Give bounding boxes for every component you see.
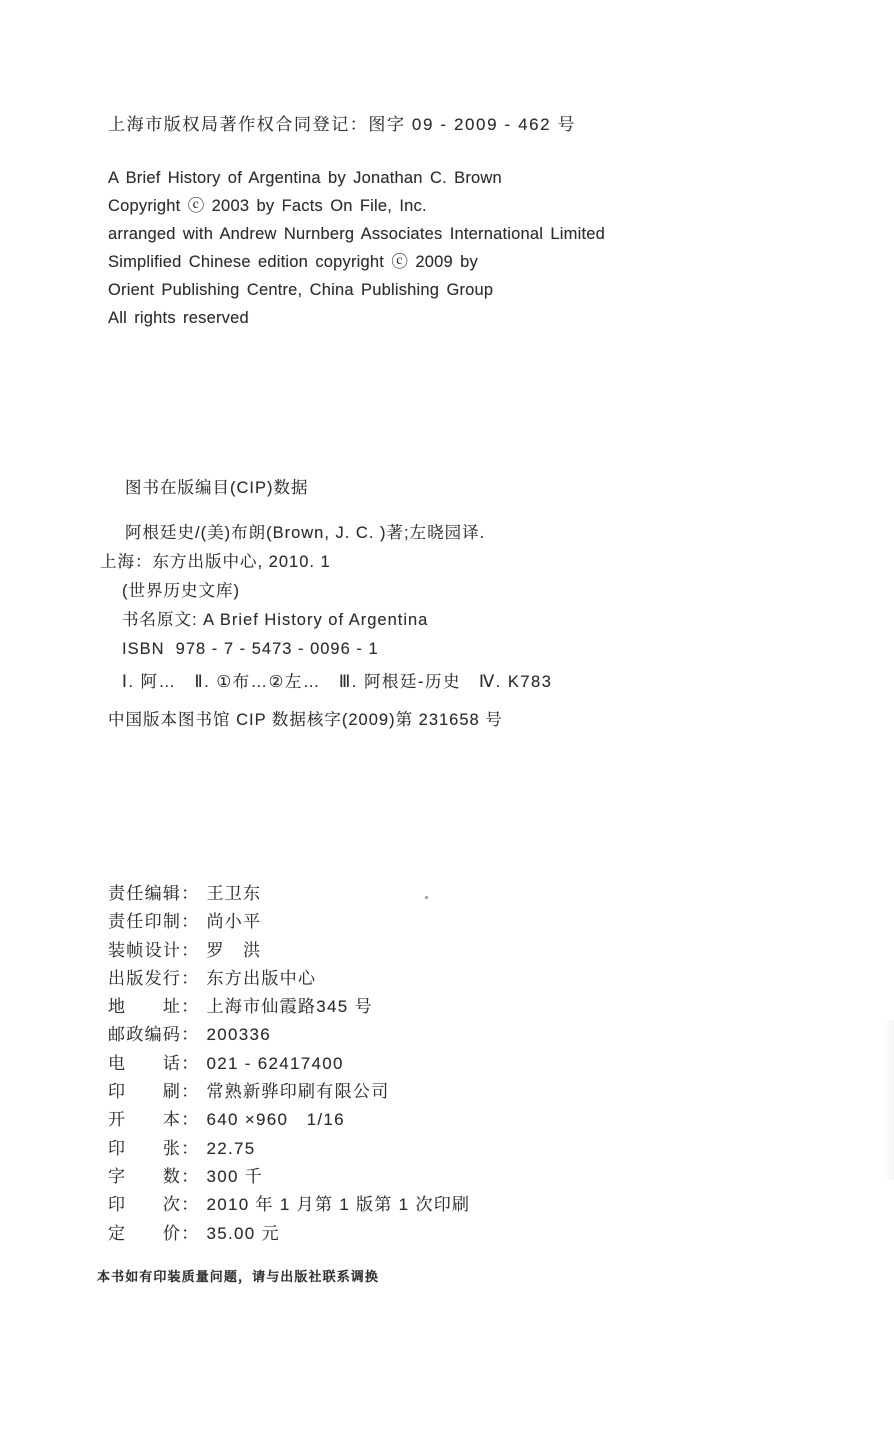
copyright-line: arranged with Andrew Nurnberg Associates International Limited (108, 225, 605, 243)
pub-label: 印 次： (108, 1195, 200, 1215)
cip-header: 图书在版编目(CIP)数据 (125, 479, 309, 497)
pub-row-publisher (108, 965, 470, 993)
pub-row-address (108, 993, 470, 1021)
pub-label: 定 价： (108, 1223, 200, 1243)
english-copyright-block (108, 164, 605, 332)
pub-value: 2010 年 1 月第 1 版第 1 次印刷 (206, 1195, 471, 1215)
pub-label: 邮政编码： (108, 1025, 200, 1045)
copyright-line: All rights reserved (108, 309, 249, 327)
pub-row-phone (108, 1050, 470, 1078)
scan-artifact-speck (425, 896, 428, 899)
pub-label: 印 刷： (108, 1082, 200, 1102)
pub-label: 地 址： (108, 997, 200, 1017)
pub-label: 责任编辑： (108, 884, 200, 903)
cip-data-block (100, 474, 552, 735)
pub-row-wordcount (108, 1163, 470, 1191)
pub-row-format (108, 1106, 470, 1134)
pub-label: 装帧设计： (108, 940, 200, 960)
pub-row-price (108, 1220, 470, 1248)
pub-value: 640 ×960 1/16 (206, 1110, 345, 1130)
pub-value: 021 - 62417400 (206, 1053, 344, 1073)
cip-title-author-line: 阿根廷史/(美)布朗(Brown, J. C. )著;左晓园译. (125, 524, 486, 542)
pub-label: 责任印制： (108, 912, 200, 932)
pub-row-editor (108, 880, 470, 908)
pub-value: 尚小平 (206, 912, 262, 932)
pub-value: 罗 洪 (206, 940, 262, 960)
cip-record-number-line: 中国版本图书馆 CIP 数据核字(2009)第 231658 号 (108, 711, 503, 729)
cip-series-line: (世界历史文库) (122, 582, 240, 600)
pub-label: 字 数： (108, 1166, 200, 1186)
pub-row-printer (108, 1078, 470, 1106)
pub-value: 22.75 (206, 1138, 256, 1158)
pub-row-designer (108, 937, 470, 965)
copyright-registration-line: 上海市版权局著作权合同登记：图字 09 - 2009 - 462 号 (108, 115, 577, 134)
pub-value: 300 千 (206, 1166, 264, 1186)
cip-publisher-line: 上海：东方出版中心, 2010. 1 (100, 553, 331, 571)
scan-edge-shading (882, 1020, 894, 1180)
pub-value: 35.00 元 (206, 1223, 280, 1243)
cip-isbn-line: ISBN 978 - 7 - 5473 - 0096 - 1 (122, 640, 379, 658)
pub-value: 200336 (206, 1025, 272, 1045)
pub-row-postcode (108, 1021, 470, 1049)
pub-value: 常熟新骅印刷有限公司 (206, 1082, 390, 1102)
pub-row-sheets (108, 1135, 470, 1163)
pub-label: 开 本： (108, 1110, 200, 1130)
pub-value: 王卫东 (206, 884, 262, 903)
copyright-line: Simplified Chinese edition copyright ⓒ 2009 by (108, 253, 478, 271)
pub-row-impression (108, 1191, 470, 1219)
pub-row-print-supervisor (108, 908, 470, 936)
copyright-line: A Brief History of Argentina by Jonathan C. Brown (108, 169, 502, 187)
pub-label: 出版发行： (108, 968, 200, 988)
copyright-line: Orient Publishing Centre, China Publishing Group (108, 281, 494, 299)
pub-value: 上海市仙霞路345 号 (206, 997, 373, 1017)
quality-exchange-note: 本书如有印装质量问题，请与出版社联系调换 (97, 1269, 380, 1284)
pub-value: 东方出版中心 (206, 968, 317, 988)
pub-label: 印 张： (108, 1138, 200, 1158)
copyright-line: Copyright ⓒ 2003 by Facts On File, Inc. (108, 197, 427, 215)
cip-original-title-line: 书名原文: A Brief History of Argentina (122, 611, 429, 629)
publication-info-block (108, 880, 470, 1248)
pub-label: 电 话： (108, 1053, 200, 1073)
cip-classification-line: Ⅰ. 阿… Ⅱ. ①布…②左… Ⅲ. 阿根廷-历史 Ⅳ. K783 (122, 673, 553, 691)
